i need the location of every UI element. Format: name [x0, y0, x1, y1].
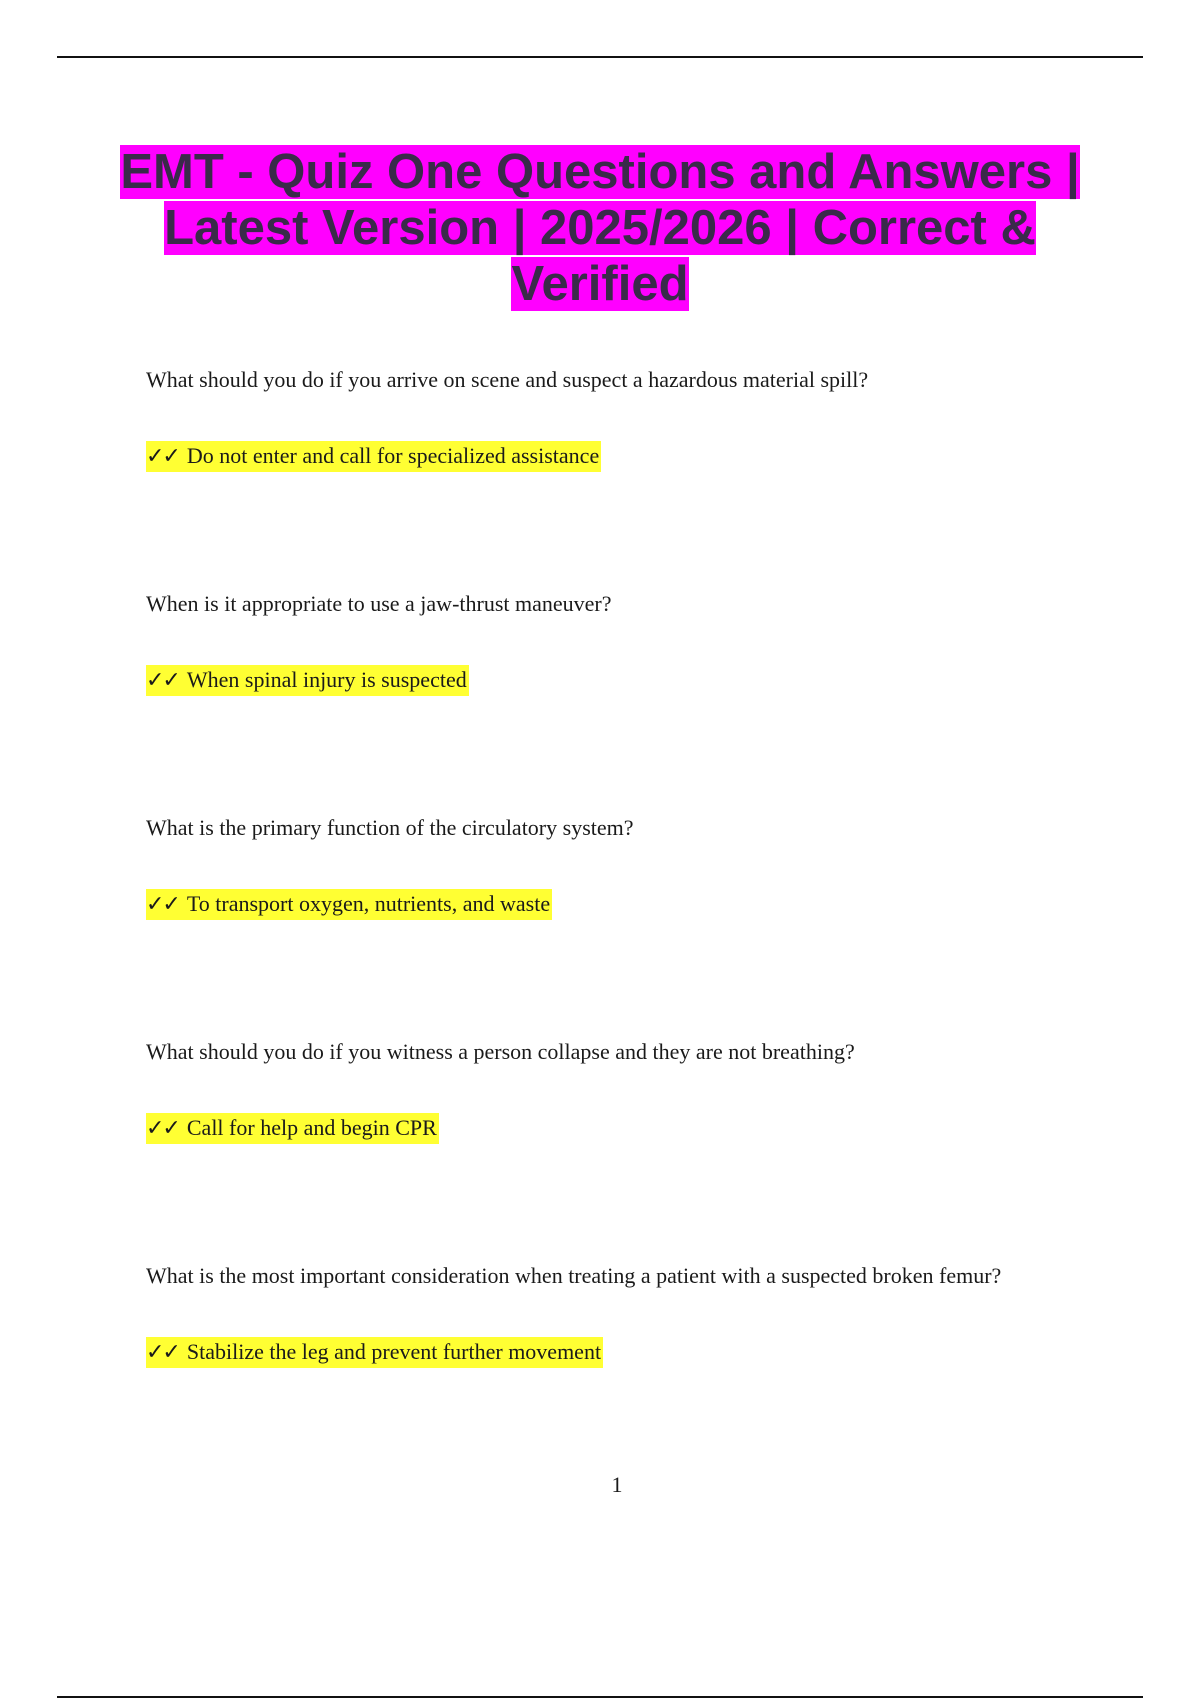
question-text: What is the most important consideration when treating a patient with a suspected broken femur? [146, 1263, 1002, 1288]
document-title: EMT - Quiz One Questions and Answers | Latest Version | 2025/2026 | Correct & Verified [120, 145, 1080, 311]
answer-text [146, 1337, 603, 1368]
question-text: What should you do if you arrive on scene and suspect a hazardous material spill? [146, 367, 869, 392]
question-text: What should you do if you witness a person collapse and they are not breathing? [146, 1039, 855, 1064]
answer-label: When spinal injury is suspected [186, 667, 467, 692]
answer-label: Call for help and begin CPR [186, 1115, 437, 1140]
footer-rule [57, 1696, 1143, 1698]
qa-item [146, 813, 1146, 1037]
answer-label: To transport oxygen, nutrients, and waste [186, 891, 551, 916]
qa-item [146, 589, 1146, 813]
double-check-icon: ✓✓ [146, 892, 179, 917]
question-text: What is the primary function of the circulatory system? [146, 815, 634, 840]
title-block [100, 144, 1100, 312]
question-text: When is it appropriate to use a jaw-thrust maneuver? [146, 591, 612, 616]
qa-item [146, 365, 1146, 589]
answer-text [146, 889, 552, 920]
double-check-icon: ✓✓ [146, 1116, 179, 1141]
double-check-icon: ✓✓ [146, 444, 179, 469]
answer-label: Stabilize the leg and prevent further movement [186, 1339, 602, 1364]
qa-item [146, 1037, 1146, 1261]
qa-item [146, 1261, 1146, 1485]
answer-text [146, 665, 469, 696]
qa-list [146, 365, 1146, 1485]
page-number: 1 [611, 1472, 623, 1497]
double-check-icon: ✓✓ [146, 668, 179, 693]
double-check-icon: ✓✓ [146, 1340, 179, 1365]
header-rule [57, 56, 1143, 58]
answer-text [146, 441, 601, 472]
answer-text [146, 1113, 439, 1144]
answer-label: Do not enter and call for specialized assistance [186, 443, 600, 468]
